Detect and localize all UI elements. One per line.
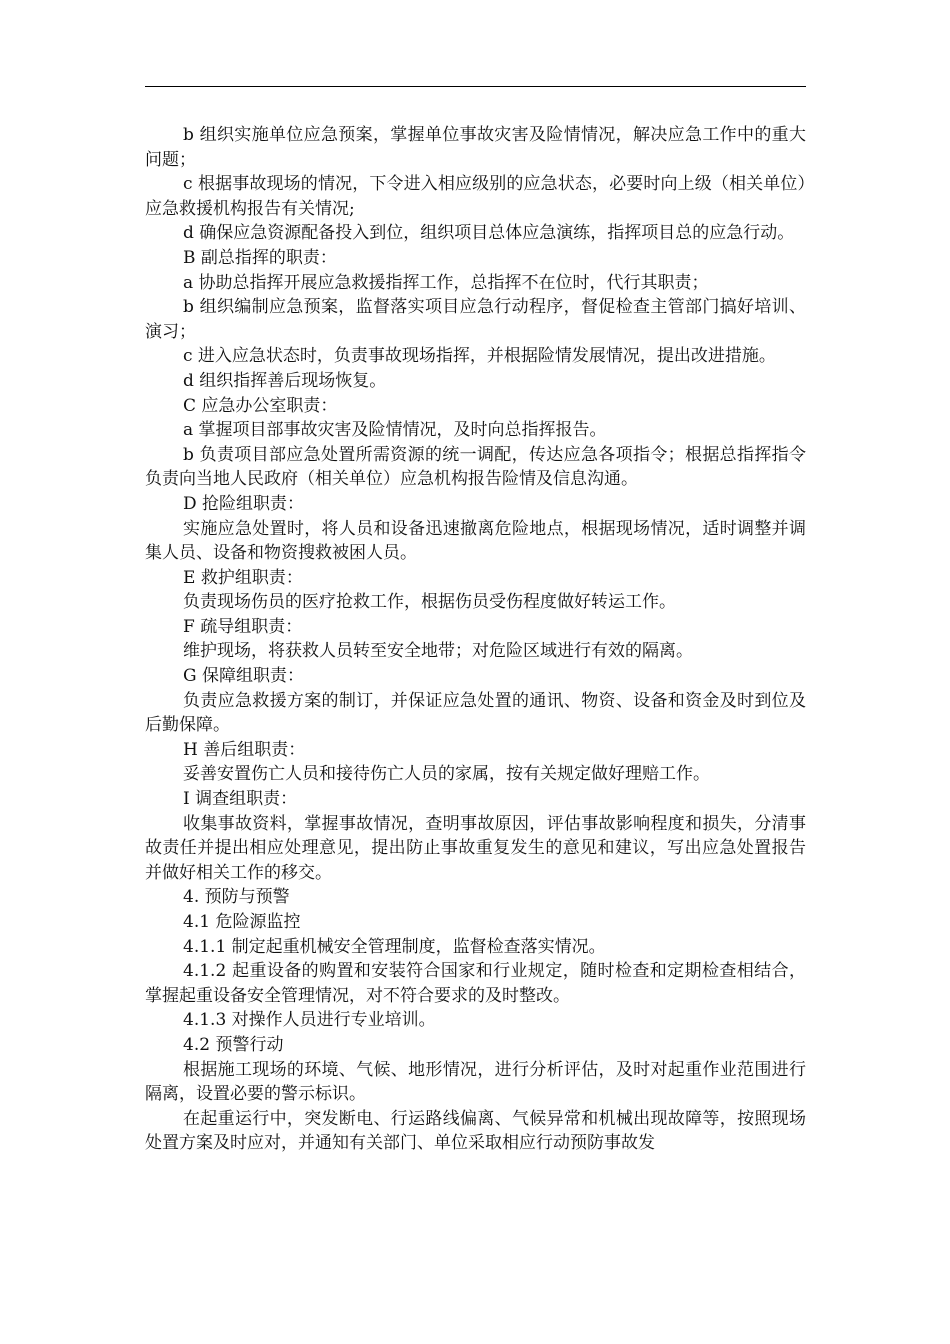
paragraph: 4.1.2 起重设备的购置和安装符合国家和行业规定，随时检查和定期检查相结合，掌握起重设备安全管理情况，对不符合要求的及时整改。 (145, 961, 806, 1006)
paragraph: b 负责项目部应急处置所需资源的统一调配，传达应急各项指令；根据总指挥指令负责向当地人民政府（相关单位）应急机构报告险情及信息沟通。 (145, 444, 806, 490)
paragraph: D 抢险组职责： (183, 493, 305, 514)
paragraph: 4.1.1 制定起重机械安全管理制度，监督检查落实情况。 (183, 936, 606, 957)
section-heading: 4.1 危险源监控 (183, 912, 301, 932)
paragraph: 负责现场伤员的医疗抢救工作，根据伤员受伤程度做好转运工作。 (183, 592, 676, 613)
paragraph: b 组织编制应急预案，监督落实项目应急行动程序，督促检查主管部门搞好培训、演习； (145, 297, 806, 342)
paragraph: I 调查组职责： (183, 789, 298, 810)
paragraph: H 善后组职责： (183, 739, 306, 760)
paragraph: F 疏导组职责： (183, 616, 303, 637)
paragraph: d 组织指挥善后现场恢复。 (183, 370, 387, 391)
section-heading: 4. 预防与预警 (183, 887, 290, 908)
paragraph: 负责应急救援方案的制订，并保证应急处置的通讯、物资、设备和资金及时到位及后勤保障。 (145, 690, 806, 736)
paragraph: 4.1.3 对操作人员进行专业培训。 (183, 1010, 436, 1031)
paragraph: 在起重运行中，突发断电、行运路线偏离、气候异常和机械出现故障等，按照现场处置方案及时应对，并通知有关部门、单位采取相应行动预防事故发 (145, 1108, 806, 1154)
paragraph: c 根据事故现场的情况，下令进入相应级别的应急状态，必要时向上级（相关单位）应急救援机构报告有关情况; (145, 174, 806, 219)
paragraph: E 救护组职责： (183, 567, 303, 588)
paragraph: d 确保应急资源配备投入到位，组织项目总体应急演练，指挥项目总的应急行动。 (183, 223, 795, 244)
paragraph: a 协助总指挥开展应急救援指挥工作，总指挥不在位时，代行其职责； (183, 272, 709, 293)
paragraph: G 保障组职责： (183, 666, 304, 687)
paragraph: a 掌握项目部事故灾害及险情情况，及时向总指挥报告。 (183, 420, 607, 441)
section-heading: 4.2 预警行动 (183, 1034, 284, 1055)
document-body (145, 123, 806, 1156)
paragraph: b 组织实施单位应急预案，掌握单位事故灾害及险情情况，解决应急工作中的重大问题； (145, 125, 806, 170)
paragraph: 实施应急处置时，将人员和设备迅速撤离危险地点，根据现场情况，适时调整并调集人员、设备和物资搜救被困人员。 (145, 518, 806, 564)
header-rule (145, 86, 806, 87)
paragraph: B 副总指挥的职责： (183, 247, 337, 268)
paragraph: c 进入应急状态时，负责事故现场指挥，并根据险情发展情况，提出改进措施。 (183, 346, 776, 367)
paragraph: 维护现场，将获救人员转至安全地带；对危险区域进行有效的隔离。 (183, 641, 693, 662)
paragraph: 根据施工现场的环境、气候、地形情况，进行分析评估，及时对起重作业范围进行隔离，设置必要的警示标识。 (145, 1059, 806, 1105)
paragraph: 收集事故资料，掌握事故情况，查明事故原因，评估事故影响程度和损失，分清事故责任并提出相应处理意见，提出防止事故重复发生的意见和建议，写出应急处置报告并做好相关工作的移交。 (145, 813, 806, 883)
paragraph: C 应急办公室职责： (183, 395, 338, 416)
paragraph: 妥善安置伤亡人员和接待伤亡人员的家属，按有关规定做好理赔工作。 (183, 764, 710, 785)
